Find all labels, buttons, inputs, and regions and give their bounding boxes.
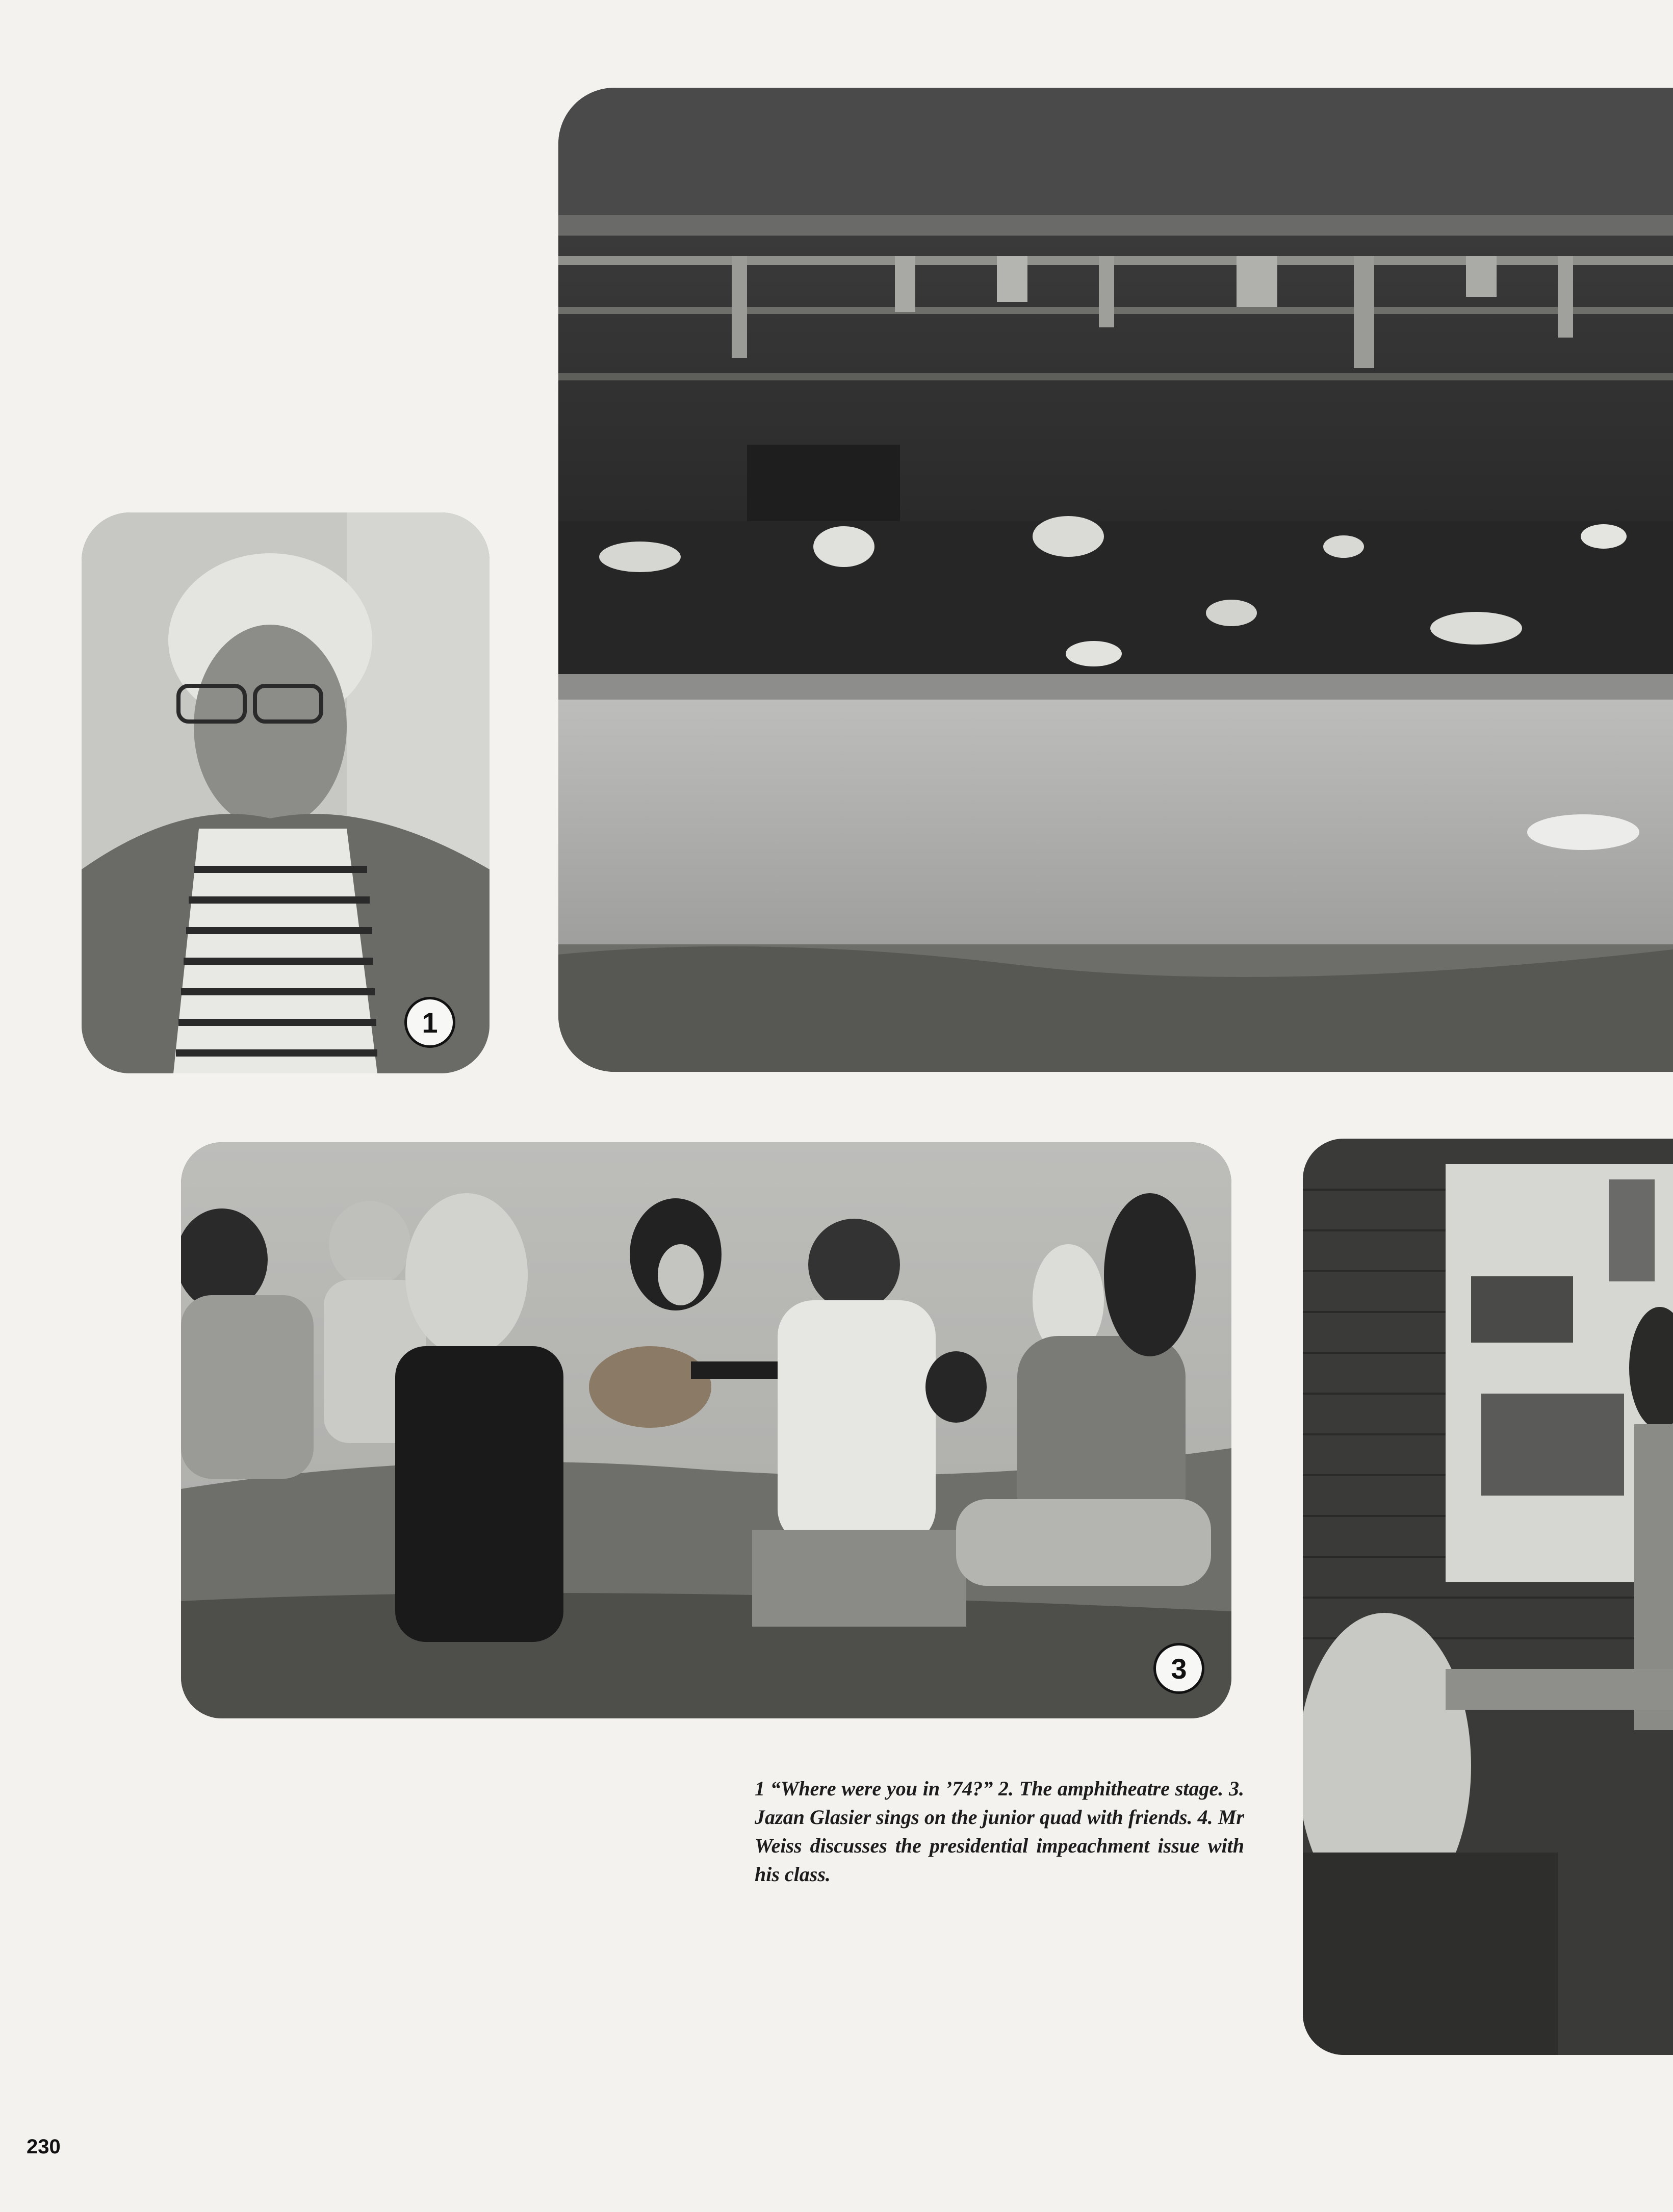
photo-junior-quad [181, 1142, 1231, 1718]
photo-caption: 1 “Where were you in ’74?” 2. The amphitheatre stage. 3. Jazan Glasier sings on the junior quad with friends. 4. Mr Weiss discusses the presidential impeachment issue with his class. [755, 1777, 1244, 1886]
photo-portrait [82, 512, 490, 1073]
junior-quad-image [181, 1142, 1231, 1718]
portrait-image [82, 512, 490, 1073]
amphitheatre-image [558, 88, 1673, 1072]
photo-amphitheatre-stage [558, 88, 1673, 1072]
photo-classroom [1303, 1139, 1673, 2055]
photo-badge-1: 1 [404, 997, 455, 1048]
classroom-image [1303, 1139, 1673, 2055]
page-number: 230 [27, 2136, 61, 2158]
photo-badge-3: 3 [1153, 1643, 1204, 1694]
